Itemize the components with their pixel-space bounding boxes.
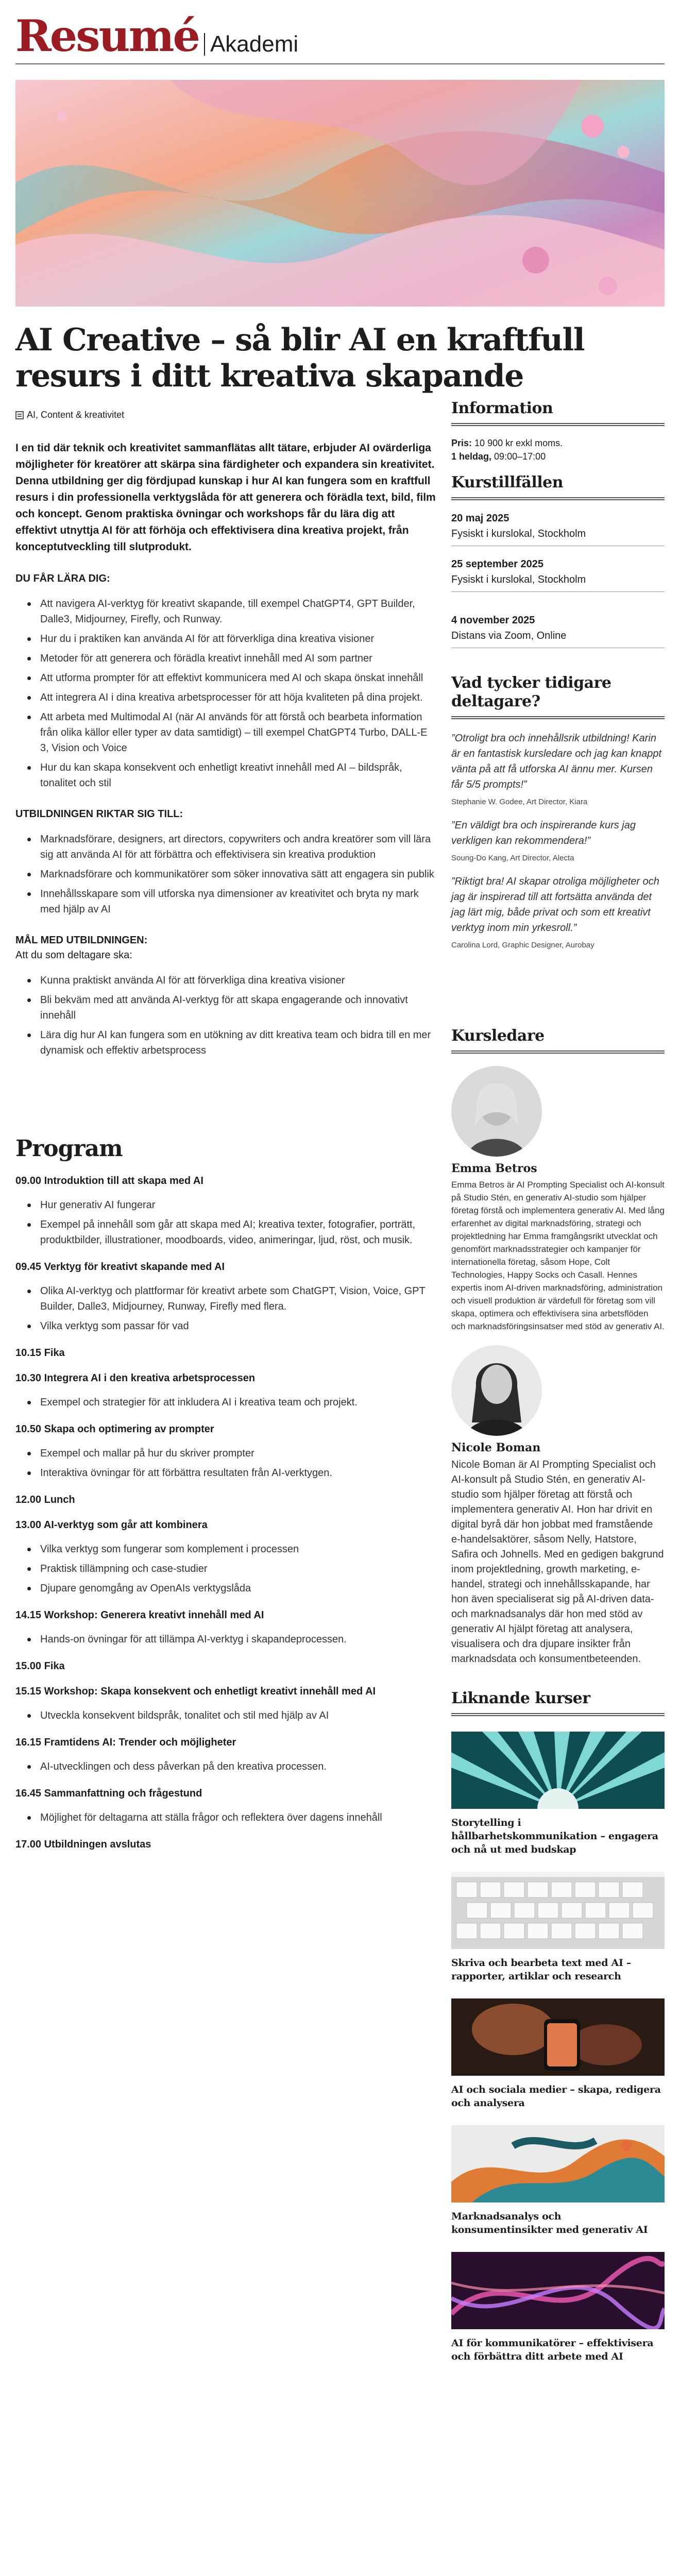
list-item: Att integrera AI i dina kreativa arbetsprocesser för att höja kvaliteten på dina projekt. <box>40 690 438 705</box>
list-item: Att arbeta med Multimodal AI (när AI används för att förstå och bearbeta information från olika källor eller typer av data samtidigt) – till exempel ChatGPT4 Turbo, DALL-E 3, Vision och Voice <box>40 709 438 756</box>
course-title: AI Creative – så blir AI en kraftfull resurs i ditt kreativa skapande <box>15 322 585 394</box>
date-place: Fysiskt i kurslokal, Stockholm <box>451 574 586 585</box>
program-slot-title: 17.00 Utbildningen avslutas <box>15 1839 151 1850</box>
goals-heading: MÅL MED UTBILDNINGEN: <box>15 935 148 946</box>
related-course[interactable] <box>451 1732 665 1856</box>
list-item: Hur generativ AI fungerar <box>40 1197 438 1213</box>
teacher <box>451 1345 665 1667</box>
audience-heading: UTBILDNINGEN RIKTAR SIG TILL: <box>15 808 183 820</box>
list-item: Exempel och mallar på hur du skriver prompter <box>40 1446 438 1461</box>
program-slot <box>15 1660 438 1672</box>
list-item: Praktisk tillämpning och case-studier <box>40 1561 438 1577</box>
program-slot-title: 16.45 Sammanfattning och frågestund <box>15 1788 202 1799</box>
program-slot-title: 12.00 Lunch <box>15 1494 75 1505</box>
list-item: Exempel och strategier för att inkludera AI i kreativa team och projekt. <box>40 1395 438 1410</box>
related-course[interactable] <box>451 2252 665 2363</box>
related-course-image <box>451 1732 665 1809</box>
testimonial-text: ”Riktigt bra! AI skapar otroliga möjligheter och jag är inspirerad till att fortsätta använda det jag lärt mig, både privat och som ett kreativt verktyg inom min yrkesroll.” <box>451 876 659 934</box>
goals-subheading: Att du som deltagare ska: <box>15 950 132 961</box>
list-item: Metoder för att generera och förädla kreativt innehåll med AI som partner <box>40 651 438 666</box>
program-slot <box>15 1519 438 1596</box>
list-item: Att navigera AI-verktyg för kreativt skapande, till exempel ChatGPT4, GPT Builder, Dalle3, Midjourney, Firefly, och Runway. <box>40 596 438 627</box>
logo-main: Resumé <box>15 10 199 61</box>
teacher-photo <box>451 1345 542 1436</box>
program-slot <box>15 1372 438 1410</box>
date-item[interactable] <box>451 511 665 546</box>
list-item: Exempel på innehåll som går att skapa med AI; kreativa texter, fotografier, porträtt, produktbilder, illustrationer, moodboards, video, animeringar, ljud, röst, och musik. <box>40 1217 438 1248</box>
related-heading: Liknande kurser <box>451 1689 665 1716</box>
program-slot-title: 10.15 Fika <box>15 1347 65 1359</box>
date-place: Fysiskt i kurslokal, Stockholm <box>451 528 586 539</box>
category-icon <box>15 411 24 419</box>
teacher-bio: Nicole Boman är AI Prompting Specialist och AI-konsult på Studio Stén, en generativ AI-studio som hjälper företag att förstå och implementera generativ AI. Hon har drivit en digital byrå där hon jobbat med framstående e-handelsaktörer, såsom Nelly, Hatstore, Safira och Johnells. Med en gedigen bakgrund inom projektledning, growth marketing, e-handel, strategi och innehållsskapande, har hon även specialiserat sig på AI-driven data- och marknadsanalys där hon med stöd av generativ AI hjälpt företag att analysera, visualisera och dra djupare insikter från marknadsdata och konsumentbeteenden. <box>451 1459 664 1665</box>
date-item[interactable] <box>451 556 665 592</box>
main-column <box>15 394 438 1851</box>
teacher-name: Emma Betros <box>451 1162 537 1175</box>
related-course-image <box>451 1872 665 1949</box>
testimonial <box>451 731 665 806</box>
program-slot-title: 16.15 Framtidens AI: Trender och möjligheter <box>15 1737 236 1748</box>
program-slot-title: 15.00 Fika <box>15 1660 65 1672</box>
testimonial-text: ”En väldigt bra och inspirerande kurs jag verkligen kan rekommendera!” <box>451 820 636 846</box>
program-slot <box>15 1839 438 1851</box>
testimonial-author: Carolina Lord, Graphic Designer, Aurobay <box>451 941 594 950</box>
list-item: Interaktiva övningar för att förbättra resultaten från AI-verktygen. <box>40 1465 438 1481</box>
testimonial-author: Stephanie W. Godee, Art Director, Kiara <box>451 798 588 806</box>
list-item: Lära dig hur AI kan fungera som en utökning av ditt kreativa team och bidra till en mer dynamisk och effektiv arbetsprocess <box>40 1027 438 1058</box>
audience-list <box>15 832 438 917</box>
teacher <box>451 1066 665 1333</box>
program-slot-title: 10.50 Skapa och optimering av prompter <box>15 1423 214 1435</box>
teacher-name: Nicole Boman <box>451 1441 541 1454</box>
testimonial <box>451 874 665 950</box>
related-course-title: AI och sociala medier – skapa, redigera och analysera <box>451 2084 661 2109</box>
related-course-image <box>451 2125 665 2202</box>
related-course-title: AI för kommunikatörer – effektivisera och förbättra ditt arbete med AI <box>451 2337 654 2362</box>
dates-heading: Kurstillfällen <box>451 473 665 500</box>
teacher-photo <box>451 1066 542 1157</box>
testimonial-author: Soung-Do Kang, Art Director, Alecta <box>451 854 574 862</box>
category-label: AI, Content & kreativitet <box>27 410 125 420</box>
list-item: Marknadsförare och kommunikatörer som söker innovativa sätt att engagera sin publik <box>40 867 438 882</box>
related-course[interactable] <box>451 1872 665 1983</box>
list-item: Hands-on övningar för att tillämpa AI-verktyg i skapandeprocessen. <box>40 1632 438 1647</box>
program-slot <box>15 1494 438 1506</box>
program-slot <box>15 1788 438 1825</box>
list-item: Hur du kan skapa konsekvent och enhetligt kreativt innehåll med AI – bildspråk, tonalitet och stil <box>40 760 438 791</box>
duration-label: 1 heldag, <box>451 451 492 462</box>
quotes-heading: Vad tycker tidigare deltagare? <box>451 674 665 719</box>
learn-list <box>15 596 438 791</box>
price-label: Pris: <box>451 438 472 448</box>
testimonial <box>451 818 665 862</box>
program-slot <box>15 1737 438 1774</box>
related-course[interactable] <box>451 1998 665 2110</box>
list-item: AI-utvecklingen och dess påverkan på den kreativa processen. <box>40 1759 438 1774</box>
list-item: Utveckla konsekvent bildspråk, tonalitet och stil med hjälp av AI <box>40 1708 438 1723</box>
course-category[interactable] <box>15 410 438 420</box>
list-item: Att utforma prompter för att effektivt kommunicera med AI och skapa önskat innehåll <box>40 670 438 686</box>
program-slot <box>15 1423 438 1481</box>
related-course-image <box>451 2252 665 2329</box>
related-course[interactable] <box>451 2125 665 2236</box>
learn-heading: DU FÅR LÄRA DIG: <box>15 573 110 584</box>
program-slot <box>15 1347 438 1359</box>
program-slot <box>15 1686 438 1723</box>
course-intro: I en tid där teknik och kreativitet sammanflätas allt tätare, erbjuder AI ovärderliga möjligheter för kreatörer att skärpa sina färdigheter och expandera sin kreativitet. Denna utbildning ger dig fördjupad kunskap i hur AI kan fungera som en kraftfull resurs i din professionella verktygslåda för att generera och förädla text, bild, film och koncept. Genom praktiska övningar och workshops får du lära dig att effektivt utnyttja AI för att förhöja och effektivisera dina kreativa projekt, från konceptutveckling till slutprodukt. <box>15 442 436 553</box>
date-value: 20 maj 2025 <box>451 513 509 524</box>
list-item: Marknadsförare, designers, art directors, copywriters och andra kreatörer som vill lära sig att använda AI för att förbättra och effektivisera sin kreativa produktion <box>40 832 438 862</box>
program-slot-title: 15.15 Workshop: Skapa konsekvent och enhetligt kreativt innehåll med AI <box>15 1686 376 1697</box>
logo-sub: Akademi <box>204 33 298 56</box>
teacher-bio: Emma Betros är AI Prompting Specialist och AI-konsult på Studio Stén, en generativ AI-studio som hjälper företag förstå och implementera generativ AI. Med lång erfarenhet av digital marknadsföring, strategi och projektledning har Emma framgångsrikt utvecklat och genomfört marknadsstrategier och kampanjer för internationella företag, såsom Hope, Colt Technologies, Happy Socks och Casall. Hennes expertis inom AI-driven marknadsföring, administration och visuell produktion är värdefull för företag som vill skapa, optimera och effektivisera sina arbetsflöden och marknadsföringsinsatser med stöd av generativ AI. <box>451 1180 665 1331</box>
info-block <box>451 436 665 463</box>
related-course-title: Storytelling i hållbarhetskommunikation – engagera och nå ut med budskap <box>451 1817 658 1855</box>
logo[interactable] <box>15 10 299 61</box>
program-slot-title: 14.15 Workshop: Generera kreativt innehåll med AI <box>15 1609 264 1621</box>
list-item: Möjlighet för deltagarna att ställa frågor och reflektera över dagens innehåll <box>40 1810 438 1825</box>
program-slot-title: 09.00 Introduktion till att skapa med AI <box>15 1175 203 1187</box>
program-slot-title: 09.45 Verktyg för kreativt skapande med AI <box>15 1261 225 1273</box>
duration-value: 09:00–17:00 <box>494 451 546 462</box>
info-heading: Information <box>451 399 665 426</box>
list-item: Bli bekväm med att använda AI-verktyg för att skapa engagerande och innovativt innehåll <box>40 992 438 1023</box>
price-value: 10 900 kr exkl moms. <box>474 438 563 448</box>
list-item: Vilka verktyg som fungerar som komplement i processen <box>40 1541 438 1557</box>
goals-list <box>15 973 438 1058</box>
list-item: Kunna praktiskt använda AI för att förverkliga dina kreativa visioner <box>40 973 438 988</box>
program-slot <box>15 1609 438 1647</box>
date-place: Distans via Zoom, Online <box>451 630 567 641</box>
hero-image <box>15 80 665 307</box>
list-item: Vilka verktyg som passar för vad <box>40 1318 438 1334</box>
program-slot <box>15 1175 438 1248</box>
date-item[interactable] <box>451 613 665 648</box>
program-heading: Program <box>15 1136 123 1162</box>
related-course-title: Marknadsanalys och konsumentinsikter med generativ AI <box>451 2211 648 2235</box>
testimonial-text: ”Otroligt bra och innehållsrik utbildning! Karin är en fantastisk kursledare och jag kan knappt vänta på att få utforska AI ännu mer. Kursen får 5/5 prompts!” <box>451 733 662 790</box>
program-slot <box>15 1261 438 1334</box>
date-value: 4 november 2025 <box>451 615 535 626</box>
teachers-heading: Kursledare <box>451 1027 665 1054</box>
list-item: Djupare genomgång av OpenAIs verktygslåda <box>40 1581 438 1596</box>
list-item: Innehållsskapare som vill utforska nya dimensioner av kreativitet och bryta ny mark med hjälp av AI <box>40 886 438 917</box>
list-item: Olika AI-verktyg och plattformar för kreativt arbete som ChatGPT, Vision, Voice, GPT Builder, Dalle3, Midjourney, Runway, Firefly med flera. <box>40 1283 438 1314</box>
related-course-image <box>451 1998 665 2076</box>
date-value: 25 september 2025 <box>451 558 544 570</box>
program-slot-title: 13.00 AI-verktyg som går att kombinera <box>15 1519 208 1531</box>
list-item: Hur du i praktiken kan använda AI för att förverkliga dina kreativa visioner <box>40 631 438 647</box>
related-course-title: Skriva och bearbeta text med AI – rapporter, artiklar och research <box>451 1957 632 1982</box>
sidebar <box>451 394 665 2363</box>
program-slot-title: 10.30 Integrera AI i den kreativa arbetsprocessen <box>15 1372 256 1384</box>
site-header <box>15 0 665 64</box>
